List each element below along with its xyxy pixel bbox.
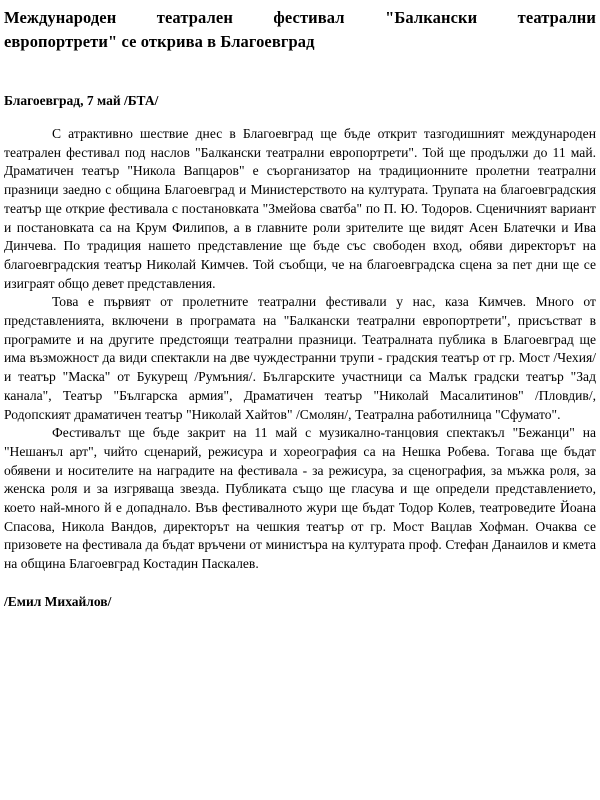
dateline: Благоевград, 7 май /БТА/ xyxy=(4,93,159,108)
article-paragraph: Фестивалът ще бъде закрит на 11 май с музикално-танцовия спектакъл "Бежанци" на "Нешанъл арт", чийто сценарий, режисура и хореография са на Нешка Робева. Тогава ще бъдат обявени и носителите на наградите на фестивала - за режисура, за сценография, за мъжка роля, за женска роля и за изгряваща звезда. Публиката също ще гласува и ще определи представлението, което най-много й е допаднало. Във фестивалното жури ще бъдат Тодор Колев, театроведите Йоана Спасова, Никола Вандов, директорът на чешкия театър от гр. Мост Вацлав Хофман. Очаква се призовете на фестивала да бъдат връчени от министъра на културата проф. Стефан Данаилов и кмета на община Благоевград Костадин Паскалев. xyxy=(4,425,596,572)
article-paragraph: С атрактивно шествие днес в Благоевград ще бъде открит тазгодишният международен театрален фестивал под наслов "Балкански театрални европортрети". Той ще продължи до 11 май. Драматичен театър "Никола Вапцаров" е съорганизатор на традиционните пролетни театрални празници заедно с община Благоевград и Министерството на културата. Трупата на благоевградския театър ще открие фестивала с постановката "Змейова сватба" по П. Ю. Тодоров. Сценичният вариант и постановката са на Крум Филипов, а в главните роли зрителите ще видят Асен Блатечки и Ива Динчева. По традиция нашето представление ще бъде със свободен вход, обяви директорът на благоевградския театър Николай Кимчев. Той съобщи, че на благоевградска сцена за пет дни ще се изиграят общо девет представления. xyxy=(4,126,596,291)
headline-line-1: Международен театрален фестивал "Балкански театрални xyxy=(4,8,596,27)
article-body xyxy=(4,125,596,574)
headline-line-2: европортрети" се открива в Благоевград xyxy=(4,32,315,51)
article-paragraph: Това е първият от пролетните театрални фестивали у нас, каза Кимчев. Много от представленията, включени в програмата на "Балкански театрални европортрети", присъстват в програмите и на другите предстоящи театрални празници. Театралната публика в Благоевград ще има възможност да види спектакли на две чуждестранни трупи - градския театър от гр. Мост /Чехия/ и театър "Маска" от Букурещ /Румъния/. Българските участници са Малък градски театър "Зад канала", Театър "Българска армия", Драматичен театър "Николай Масалитинов" /Пловдив/, Родопският драматичен театър "Николай Хайтов" /Смолян/, Театрална работилница "Сфумато". xyxy=(4,294,596,422)
page-title xyxy=(4,6,596,54)
byline: /Емил Михайлов/ xyxy=(4,593,112,609)
